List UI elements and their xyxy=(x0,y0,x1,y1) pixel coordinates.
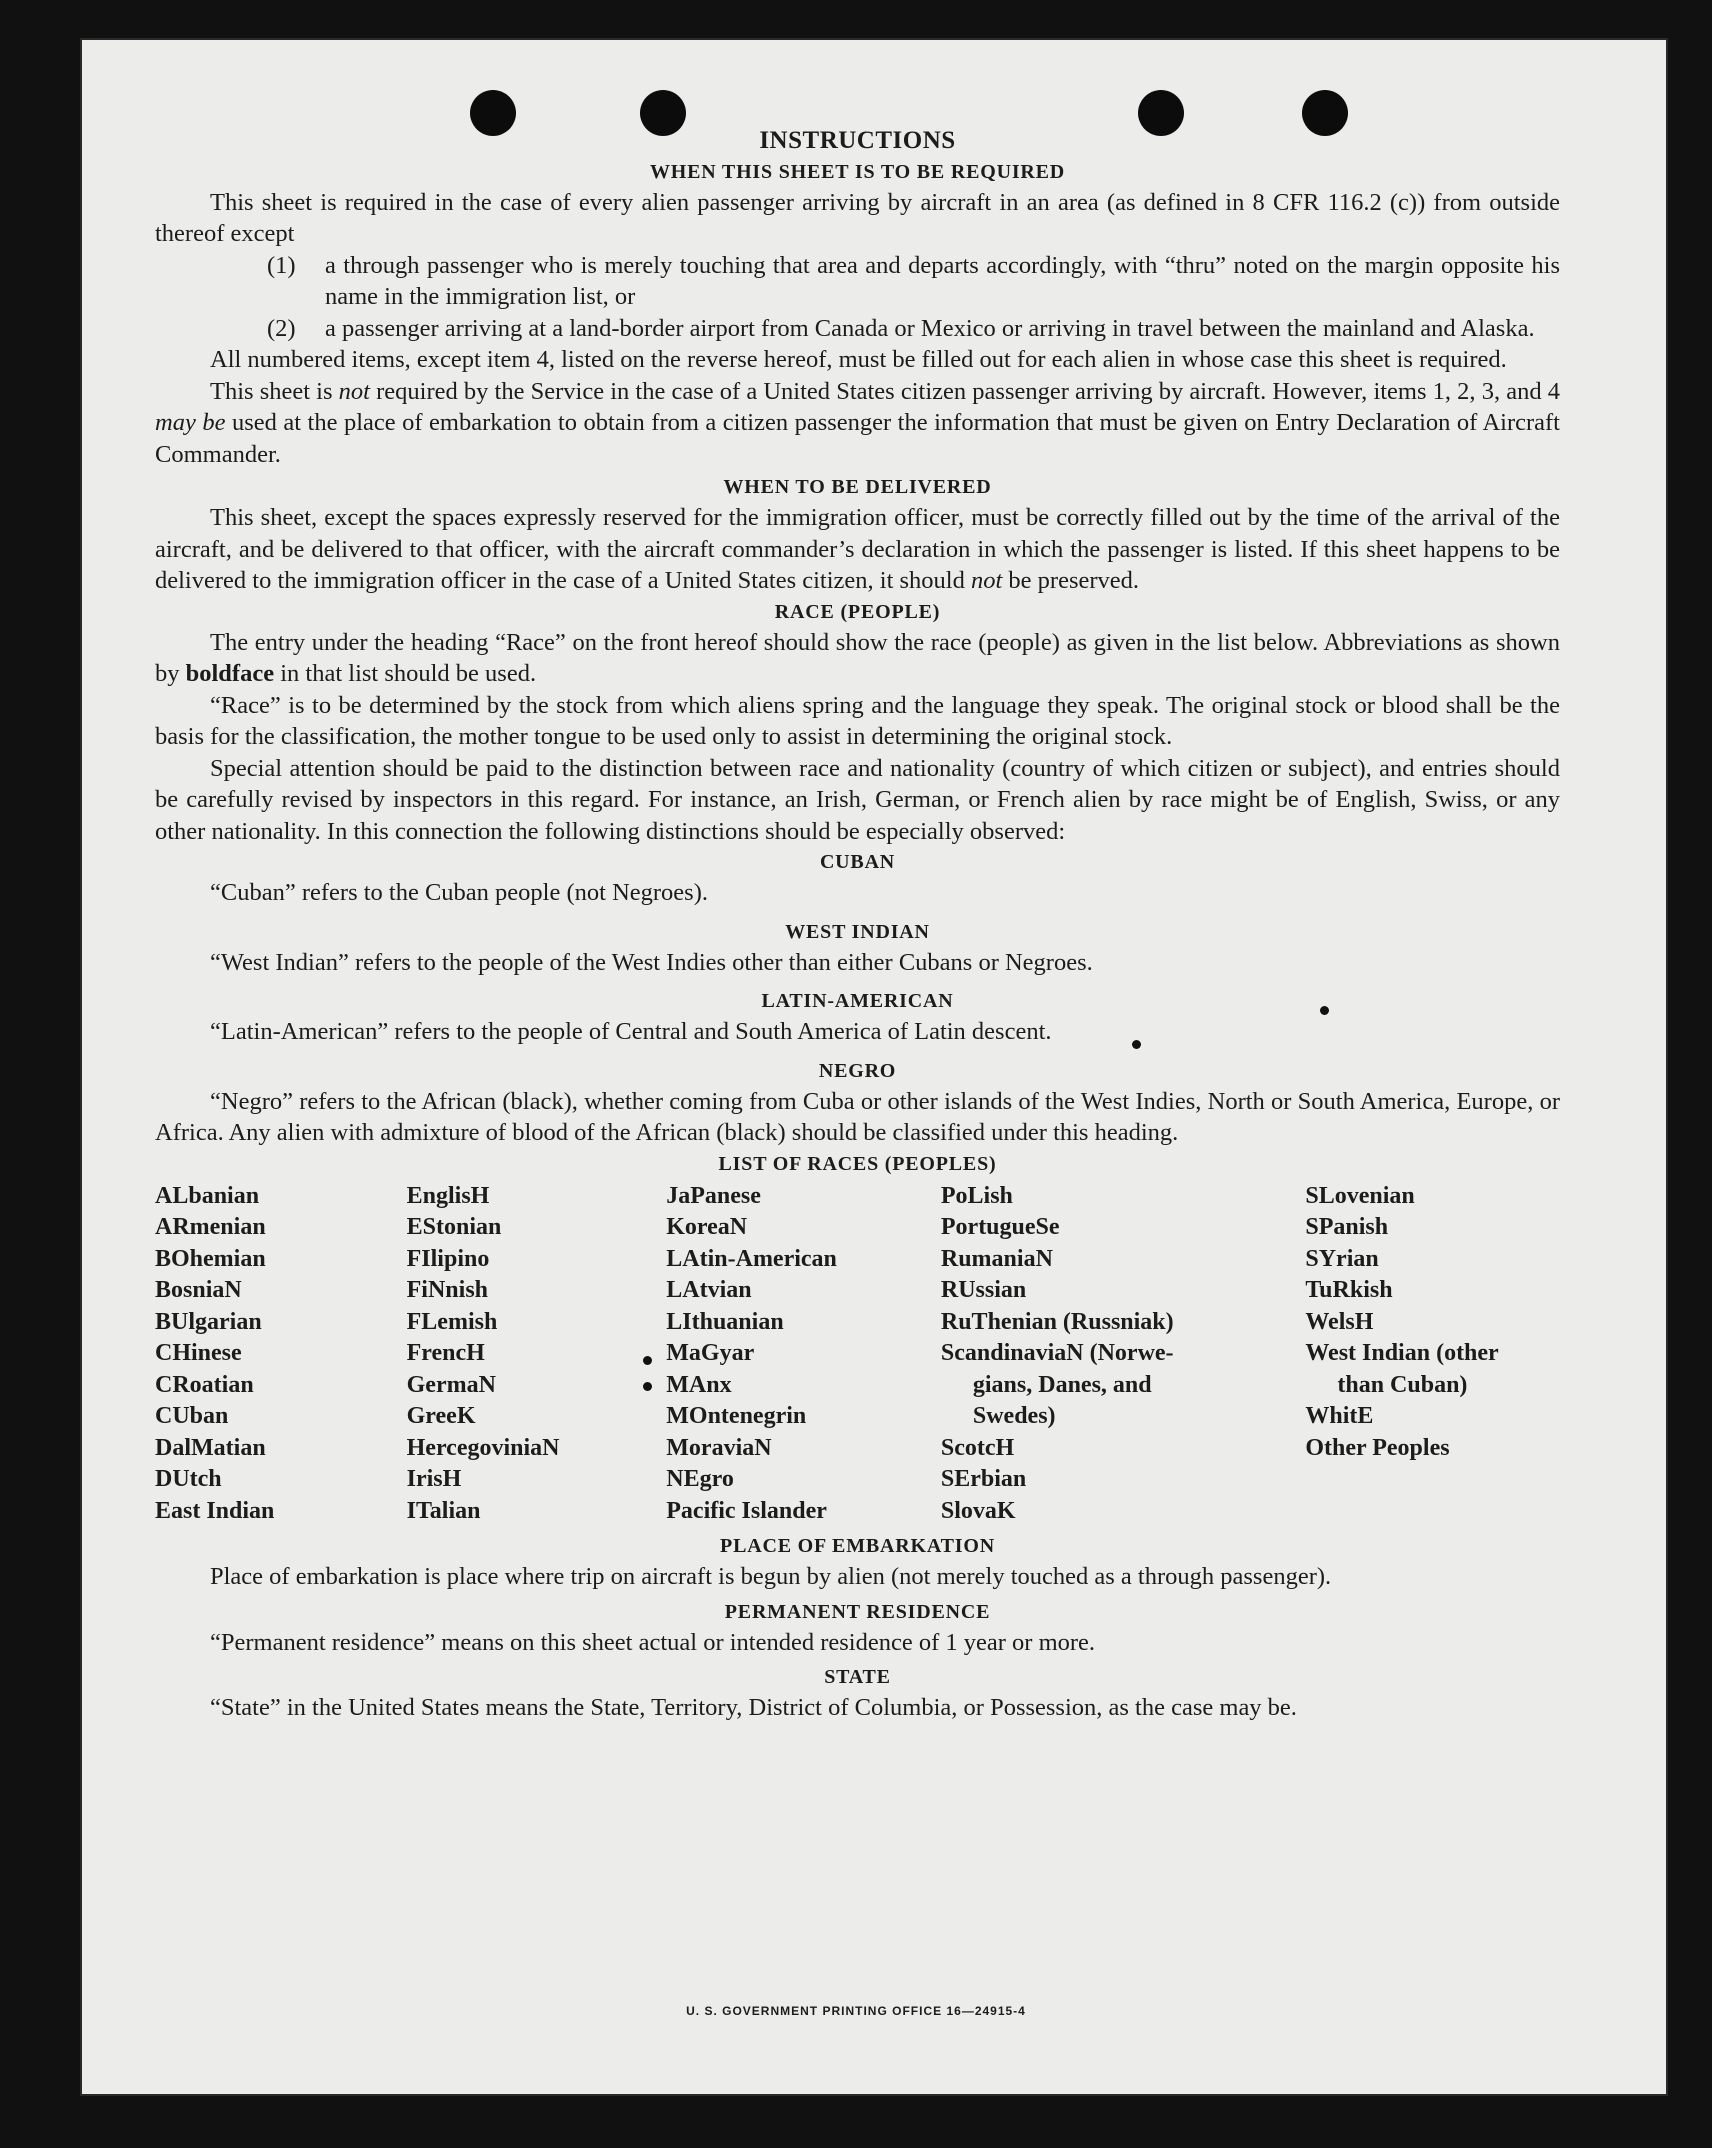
race-entry: LAtvian xyxy=(666,1277,752,1303)
section-heading-embarkation: PLACE OF EMBARKATION xyxy=(720,1535,995,1557)
race-entry: MaGyar xyxy=(666,1340,755,1366)
section-heading-delivered: WHEN TO BE DELIVERED xyxy=(723,476,992,498)
embarkation-definition: Place of embarkation is place where trip on aircraft is begun by alien (not merely touched as a through passenger). xyxy=(210,1563,1332,1590)
race-entry: East Indian xyxy=(155,1497,275,1524)
race-entry: KoreaN xyxy=(666,1214,748,1240)
race-entry: WhitE xyxy=(1305,1403,1374,1429)
race-entry: PoLish xyxy=(940,1182,1013,1209)
required-intro: This sheet is required in the case of every alien passenger arriving by aircraft in an area (as defined in 8 CFR 116.2 (c)) from outside thereof except xyxy=(155,188,1560,247)
race-entry: ScandinaviaN (Norwe- xyxy=(940,1340,1174,1366)
race-entry: than Cuban) xyxy=(1337,1371,1468,1398)
race-entry: MoraviaN xyxy=(666,1434,772,1461)
section-heading-race-list: LIST OF RACES (PEOPLES) xyxy=(718,1152,997,1175)
race-entry: SLovenian xyxy=(1305,1182,1415,1209)
race-entry: IrisH xyxy=(406,1466,462,1492)
section-heading-required: WHEN THIS SHEET IS TO BE REQUIRED xyxy=(649,160,1066,183)
race-entry: RuThenian (Russniak) xyxy=(940,1308,1174,1335)
race-column xyxy=(407,1181,667,1528)
race-entry: HercegoviniaN xyxy=(406,1434,560,1461)
page-title: INSTRUCTIONS xyxy=(759,127,956,154)
latin-american-definition: “Latin-American” refers to the people of Central and South America of Latin descent. xyxy=(210,1018,1052,1045)
race-entry: DUtch xyxy=(155,1466,222,1492)
race-entry: SlovaK xyxy=(940,1497,1016,1524)
section-heading-residence: PERMANENT RESIDENCE xyxy=(724,1600,991,1623)
race-column xyxy=(155,1181,407,1528)
race-entry: PortugueSe xyxy=(940,1214,1060,1240)
race-entry: FiNnish xyxy=(406,1277,489,1303)
race-entry: SPanish xyxy=(1305,1214,1389,1240)
exception-text: a passenger arriving at a land-border airport from Canada or Mexico or arriving in travel between the mainland and Alaska. xyxy=(325,314,1535,342)
race-column xyxy=(666,1181,941,1528)
race-entry: GreeK xyxy=(406,1403,476,1429)
race-entry: BosniaN xyxy=(155,1277,242,1303)
race-entry: FIlipino xyxy=(406,1245,490,1272)
section-heading-negro: NEGRO xyxy=(818,1059,897,1082)
race-entry: DalMatian xyxy=(155,1434,266,1461)
race-column xyxy=(1305,1181,1560,1528)
race-paragraph: The entry under the heading “Race” on the front hereof should show the race (people) as given in the list below. Abbreviations as shown by boldface in that list should be used. xyxy=(155,628,1560,687)
race-entry: RUssian xyxy=(940,1277,1027,1303)
race-entry: SYrian xyxy=(1305,1245,1379,1272)
race-entry: ITalian xyxy=(406,1497,481,1524)
race-entry: Swedes) xyxy=(972,1403,1056,1429)
exception-number: (1) xyxy=(267,251,296,279)
race-entry: NEgro xyxy=(666,1466,734,1492)
west-indian-definition: “West Indian” refers to the people of the West Indies other than either Cubans or Negroes. xyxy=(210,948,1093,976)
race-entry: West Indian (other xyxy=(1305,1340,1499,1366)
section-heading-west-indian: WEST INDIAN xyxy=(785,920,930,943)
race-entry: LAtin-American xyxy=(666,1245,837,1272)
race-entry: FLemish xyxy=(406,1308,498,1335)
race-list xyxy=(155,1181,1560,1528)
race-entry: WelsH xyxy=(1305,1308,1374,1335)
race-stock-paragraph: “Race” is to be determined by the stock from which aliens spring and the language they speak. The original stock or blood shall be the basis for the classification, the mother tongue to be used only to assist in determining the original stock. xyxy=(155,691,1560,750)
exception-item xyxy=(155,250,1560,313)
state-definition: “State” in the United States means the State, Territory, District of Columbia, or Possession, as the case may be. xyxy=(210,1694,1297,1721)
race-entry: ScotcH xyxy=(940,1434,1015,1461)
exception-item xyxy=(155,313,1560,345)
race-entry: TuRkish xyxy=(1305,1277,1393,1303)
race-entry: BOhemian xyxy=(155,1245,266,1272)
race-entry: JaPanese xyxy=(666,1182,761,1209)
printer-imprint: U. S. GOVERNMENT PRINTING OFFICE 16—24915-4 xyxy=(686,2004,1026,2018)
delivered-paragraph: This sheet, except the spaces expressly reserved for the immigration officer, must be correctly filled out by the time of the arrival of the aircraft, and be delivered to that officer, with the aircraft commander’s declaration in which the passenger is listed. If this sheet happens to be delivered to the immigration officer in the case of a United States citizen, it should not be preserved. xyxy=(155,504,1560,594)
residence-definition: “Permanent residence” means on this sheet actual or intended residence of 1 year or more. xyxy=(210,1628,1096,1656)
section-heading-race: RACE (PEOPLE) xyxy=(774,600,941,623)
exception-text: a through passenger who is merely touching that area and departs accordingly, with “thru” noted on the margin opposite his name in the immigration list, or xyxy=(325,251,1560,310)
race-nationality-paragraph: Special attention should be paid to the distinction between race and nationality (country of which citizen or subject), and entries should be carefully revised by inspectors in this regard. For instance, an Irish, German, or French alien by race might be of English, Swiss, or any other nationality. In this connection the following distinctions should be especially observed: xyxy=(155,754,1560,845)
instructions-body xyxy=(155,125,1560,1724)
section-heading-state: STATE xyxy=(824,1666,891,1688)
race-entry: Pacific Islander xyxy=(666,1497,827,1524)
section-heading-cuban: CUBAN xyxy=(819,851,896,873)
race-entry: MAnx xyxy=(666,1371,732,1398)
race-entry: BUlgarian xyxy=(155,1308,262,1335)
race-entry: CUban xyxy=(155,1403,229,1429)
race-entry: gians, Danes, and xyxy=(972,1371,1152,1398)
race-entry: EnglisH xyxy=(406,1182,490,1209)
race-entry: ALbanian xyxy=(155,1182,260,1209)
section-heading-latin-american: LATIN-AMERICAN xyxy=(761,990,954,1012)
race-entry: CHinese xyxy=(155,1340,242,1366)
race-entry: LIthuanian xyxy=(666,1308,784,1335)
race-entry: MOntenegrin xyxy=(666,1403,807,1429)
race-entry: GermaN xyxy=(406,1371,496,1398)
numbered-items-paragraph: All numbered items, except item 4, listed on the reverse hereof, must be filled out for each alien in whose case this sheet is required. xyxy=(210,346,1507,373)
race-entry: EStonian xyxy=(406,1214,502,1240)
race-entry: Other Peoples xyxy=(1305,1434,1450,1461)
citizen-paragraph: This sheet is not required by the Service in the case of a United States citizen passenger arriving by aircraft. However, items 1, 2, 3, and 4 may be used at the place of embarkation to obtain from a citizen passenger the information that must be given on Entry Declaration of Aircraft Commander. xyxy=(155,377,1560,468)
race-column xyxy=(941,1181,1305,1528)
cuban-definition: “Cuban” refers to the Cuban people (not Negroes). xyxy=(210,879,708,906)
exception-number: (2) xyxy=(267,314,296,342)
race-entry: CRoatian xyxy=(155,1371,254,1398)
negro-definition: “Negro” refers to the African (black), whether coming from Cuba or other islands of the West Indies, North or South America, Europe, or Africa. Any alien with admixture of blood of the African (black) should be classified under this heading. xyxy=(155,1087,1560,1146)
race-entry: SErbian xyxy=(940,1466,1027,1492)
race-entry: ARmenian xyxy=(155,1214,266,1240)
race-entry: RumaniaN xyxy=(940,1245,1053,1272)
race-entry: FrencH xyxy=(406,1340,485,1366)
